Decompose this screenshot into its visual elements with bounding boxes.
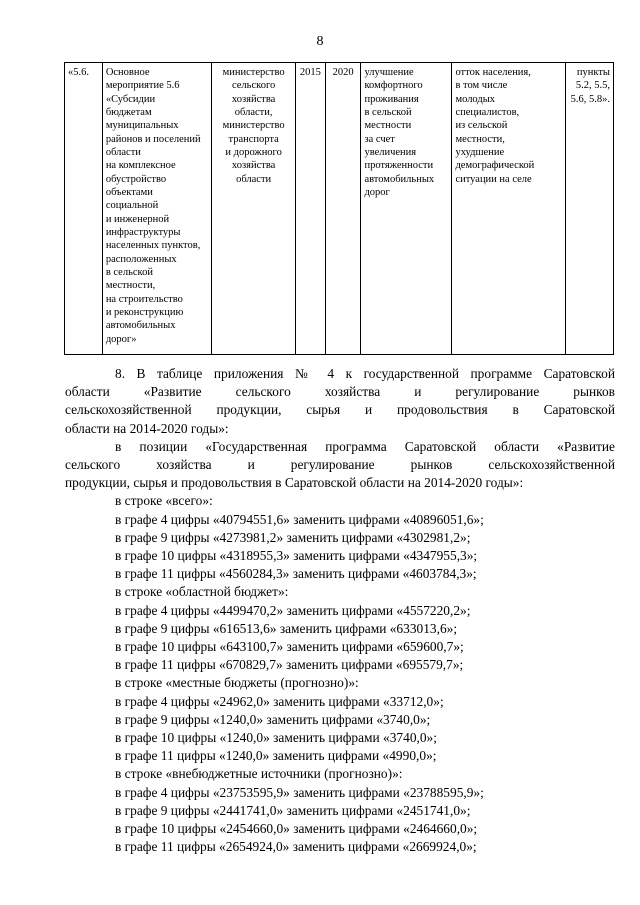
executor-line: хозяйства bbox=[231, 93, 276, 105]
measure-name-line: муниципальных bbox=[105, 120, 179, 132]
executor-line: хозяйства bbox=[231, 160, 276, 172]
measure-name-line: области bbox=[105, 146, 141, 158]
indicator-link-line: 5.6, 5.8». bbox=[570, 93, 610, 105]
amendment-text bbox=[65, 365, 615, 856]
instruction-line: в графе 11 цифры «2654924,0» заменить цифрами «2669924,0»; bbox=[115, 839, 477, 855]
measure-name-line: и инженерной bbox=[105, 213, 170, 225]
instruction-line: в графе 4 цифры «40794551,6» заменить цифрами «40896051,6»; bbox=[115, 511, 484, 527]
measure-name-line: и реконструкцию bbox=[105, 306, 184, 318]
measure-name-line: районов и поселений bbox=[105, 133, 201, 145]
intro-line: 8. В таблице приложения № 4 к государственной программе Саратовской bbox=[115, 366, 615, 381]
instruction-line: в графе 9 цифры «616513,6» заменить цифрами «633013,6»; bbox=[115, 620, 458, 636]
instruction-line: в графе 11 цифры «4560284,3» заменить цифрами «4603784,3»; bbox=[115, 566, 477, 582]
instruction-line: в графе 4 цифры «4499470,2» заменить цифрами «4557220,2»; bbox=[115, 602, 471, 618]
cell-linked-indicators bbox=[565, 63, 613, 355]
instruction-line: в графе 4 цифры «24962,0» заменить цифрами «33712,0»; bbox=[115, 693, 444, 709]
cell-year-start: 2015 bbox=[296, 63, 326, 355]
consequence-line: демографической bbox=[455, 160, 535, 172]
executor-line: министерство bbox=[222, 120, 285, 132]
executor-line: области bbox=[236, 173, 272, 185]
indicator-link-line: 5.2, 5.5, bbox=[575, 80, 610, 92]
cell-consequences bbox=[452, 63, 565, 355]
indicator-link-line: пункты bbox=[576, 67, 610, 78]
result-line: за счет bbox=[364, 133, 395, 145]
intro-line: области на 2014-2020 годы»: bbox=[65, 420, 229, 436]
executor-line: и дорожного bbox=[225, 146, 282, 158]
consequence-line: местности, bbox=[455, 133, 505, 145]
intro-line: сельскохозяйственной продукции, сырья и продовольствия в Саратовской bbox=[65, 402, 615, 418]
instruction-line: в строке «всего»: bbox=[115, 493, 213, 509]
position-line: в позиции «Государственная программа Саратовской области «Развитие bbox=[115, 438, 615, 454]
measure-name-line: местности, bbox=[105, 280, 156, 292]
consequence-line: молодых bbox=[455, 93, 496, 105]
instruction-line: в графе 9 цифры «4273981,2» заменить цифрами «4302981,2»; bbox=[115, 529, 471, 545]
measure-name-line: бюджетам bbox=[105, 106, 152, 118]
measure-name-line: в сельской bbox=[105, 266, 153, 278]
result-line: автомобильных bbox=[364, 173, 435, 185]
executor-line: сельского bbox=[231, 80, 276, 92]
measure-name-line: инфраструктуры bbox=[105, 226, 181, 238]
instruction-line: в графе 11 цифры «1240,0» заменить цифрами «4990,0»; bbox=[115, 748, 437, 764]
cell-year-end: 2020 bbox=[325, 63, 361, 355]
measure-name-line: «Субсидии bbox=[105, 93, 156, 105]
cell-executor bbox=[212, 63, 296, 355]
measure-name-line: населенных пунктов, bbox=[105, 240, 201, 252]
consequence-line: ситуации на селе bbox=[455, 173, 532, 185]
instruction-line: в графе 9 цифры «1240,0» заменить цифрами «3740,0»; bbox=[115, 711, 431, 727]
measure-name-line: расположенных bbox=[105, 253, 177, 265]
result-line: улучшение bbox=[364, 67, 414, 78]
cell-measure-number: «5.6. bbox=[65, 63, 103, 355]
measure-name-line: мероприятие 5.6 bbox=[105, 80, 180, 92]
measure-name-line: обустройство bbox=[105, 173, 167, 185]
instruction-line: в графе 10 цифры «1240,0» заменить цифрами «3740,0»; bbox=[115, 730, 437, 746]
consequence-line: в том числе bbox=[455, 80, 508, 92]
paragraph-position bbox=[65, 438, 615, 493]
result-line: в сельской bbox=[364, 106, 412, 118]
position-line: продукции, сырья и продовольствия в Саратовской области на 2014-2020 годы»: bbox=[65, 475, 524, 491]
instruction-line: в графе 10 цифры «2454660,0» заменить цифрами «2464660,0»; bbox=[115, 821, 478, 837]
measures-table bbox=[64, 62, 614, 355]
cell-expected-result bbox=[361, 63, 452, 355]
cell-measure-name bbox=[102, 63, 211, 355]
result-line: увеличения bbox=[364, 146, 417, 158]
consequence-line: из сельской bbox=[455, 120, 508, 132]
result-line: дорог bbox=[364, 186, 390, 198]
result-line: комфортного bbox=[364, 80, 423, 92]
consequence-line: отток населения, bbox=[455, 67, 531, 78]
instruction-line: в строке «внебюджетные источники (прогнозно)»: bbox=[115, 766, 403, 782]
paragraph-intro bbox=[65, 365, 615, 438]
result-line: местности bbox=[364, 120, 412, 132]
measure-name-line: социальной bbox=[105, 200, 159, 212]
executor-line: министерство bbox=[222, 67, 285, 78]
measure-name-line: Основное bbox=[105, 67, 150, 78]
table-row bbox=[65, 63, 614, 355]
measure-name-line: автомобильных bbox=[105, 320, 176, 332]
measure-name-line: объектами bbox=[105, 186, 153, 198]
instruction-line: в строке «областной бюджет»: bbox=[115, 584, 289, 600]
instruction-line: в графе 4 цифры «23753595,9» заменить цифрами «23788595,9»; bbox=[115, 784, 484, 800]
position-line: сельского хозяйства и регулирование рынков сельскохозяйственной bbox=[65, 457, 615, 473]
instruction-line: в строке «местные бюджеты (прогнозно)»: bbox=[115, 675, 359, 691]
instruction-line: в графе 9 цифры «2441741,0» заменить цифрами «2451741,0»; bbox=[115, 802, 471, 818]
page-number: 8 bbox=[316, 34, 324, 49]
measure-name-line: дорог» bbox=[105, 333, 137, 345]
measure-name-line: на комплексное bbox=[105, 160, 176, 172]
executor-line: транспорта bbox=[228, 133, 279, 145]
instruction-line: в графе 10 цифры «4318955,3» заменить цифрами «4347955,3»; bbox=[115, 548, 478, 564]
instructions-list bbox=[65, 492, 615, 856]
instruction-line: в графе 11 цифры «670829,7» заменить цифрами «695579,7»; bbox=[115, 657, 464, 673]
executor-line: области, bbox=[234, 106, 273, 118]
consequence-line: специалистов, bbox=[455, 106, 520, 118]
measure-name-line: на строительство bbox=[105, 293, 183, 305]
result-line: протяженности bbox=[364, 160, 434, 172]
intro-line: области «Развитие сельского хозяйства и регулирование рынков bbox=[65, 384, 615, 400]
consequence-line: ухудшение bbox=[455, 146, 505, 158]
instruction-line: в графе 10 цифры «643100,7» заменить цифрами «659600,7»; bbox=[115, 639, 464, 655]
result-line: проживания bbox=[364, 93, 419, 105]
